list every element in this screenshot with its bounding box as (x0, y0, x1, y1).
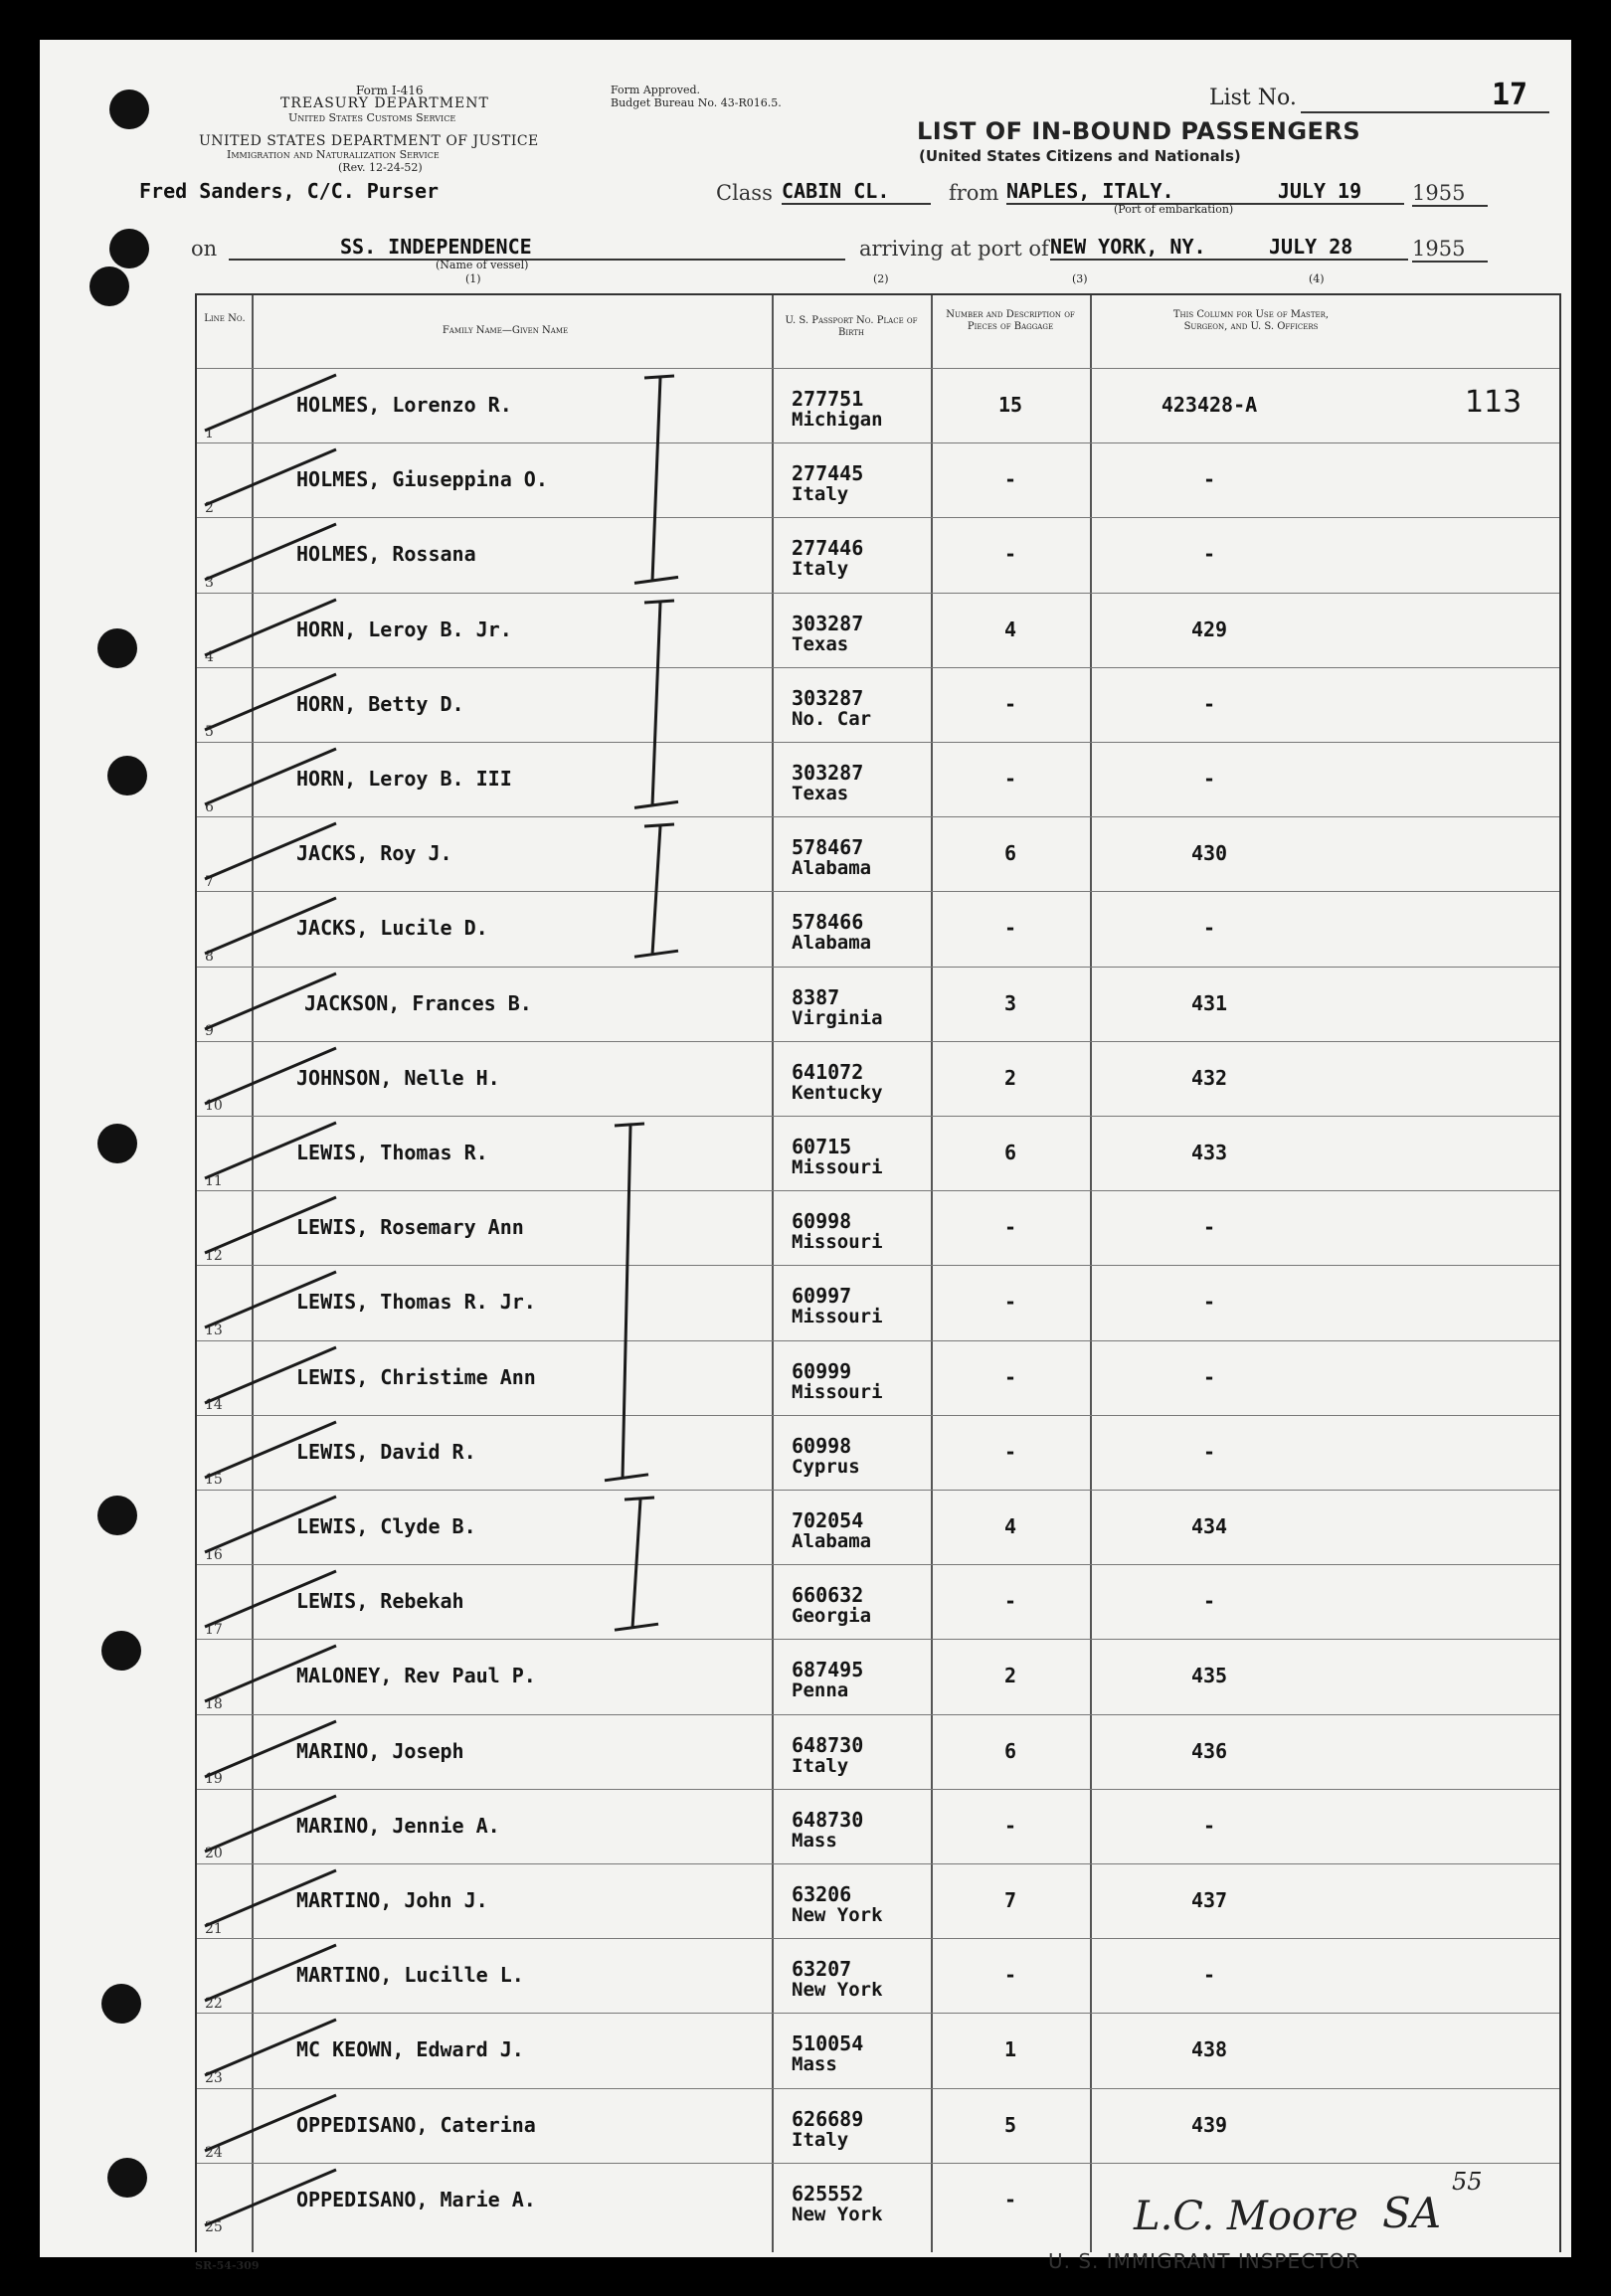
passport-number: 660632 (792, 1583, 864, 1608)
port-embarkation-note: (Port of embarkation) (1114, 203, 1234, 216)
passport-number: 687495 (792, 1658, 864, 1682)
passport-number: 625552 (792, 2181, 864, 2206)
line-number: 23 (205, 2069, 223, 2086)
baggage-count: - (1003, 1439, 1017, 1464)
passenger-name: HOLMES, Rossana (296, 542, 476, 567)
form-revision: (Rev. 12-24-52) (338, 161, 423, 174)
passenger-name: LEWIS, David R. (296, 1439, 476, 1464)
place-of-birth: No. Car (792, 707, 872, 730)
year-2: 1955 (1412, 237, 1488, 263)
passport-number: 648730 (792, 1732, 864, 1757)
officer-entry: - (1202, 1215, 1216, 1240)
vessel-name: SS. INDEPENDENCE (229, 235, 845, 261)
passport-number: 277751 (792, 387, 864, 411)
passport-number: 277445 (792, 461, 864, 486)
table-row (197, 2013, 1559, 2088)
passenger-name: MALONEY, Rev Paul P. (296, 1664, 536, 1688)
officer-entry: 438 (1190, 2037, 1228, 2062)
footer-code: SR-54-309 (195, 2259, 260, 2272)
form-approved: Form Approved. (611, 84, 701, 96)
col2-number: (2) (873, 272, 889, 285)
passport-number: 578466 (792, 910, 864, 935)
punch-hole (97, 628, 137, 668)
header-officers: This Column for Use of Master, Surgeon, and U. S. Officers (1172, 309, 1330, 332)
place-of-birth: Italy (792, 483, 849, 506)
passenger-name: MARTINO, John J. (296, 1888, 488, 1912)
table-row (197, 1714, 1559, 1790)
baggage-count: 7 (1003, 1888, 1017, 1912)
baggage-count: - (1003, 1963, 1017, 1988)
place-of-birth: New York (792, 1979, 883, 2002)
header-baggage: Number and Description of Pieces of Baggage (946, 309, 1075, 332)
table-row (197, 593, 1559, 668)
officer-entry: 423428-A (1161, 393, 1258, 417)
place-of-birth: Missouri (792, 1306, 883, 1328)
baggage-count: 3 (1003, 990, 1017, 1015)
arrival-port: NEW YORK, NY. (1050, 235, 1269, 261)
punch-hole (107, 756, 147, 795)
passenger-name: MARTINO, Lucille L. (296, 1963, 524, 1988)
officer-entry: - (1202, 691, 1216, 716)
line-number: 18 (205, 1695, 223, 1712)
table-row (197, 1564, 1559, 1640)
passenger-name: LEWIS, Christime Ann (296, 1364, 536, 1389)
passport-number: 510054 (792, 2031, 864, 2056)
place-of-birth: Mass (792, 2053, 837, 2076)
passenger-name: OPPEDISANO, Marie A. (296, 2187, 536, 2211)
passport-number: 63207 (792, 1957, 852, 1982)
punch-hole (101, 1631, 141, 1671)
line-number: 22 (205, 1995, 223, 2012)
officer-entry: - (1202, 542, 1216, 567)
family-bracket (615, 820, 714, 969)
list-no-line (1301, 111, 1549, 113)
year-1: 1955 (1412, 181, 1488, 207)
place-of-birth: Italy (792, 558, 849, 581)
baggage-count: - (1003, 467, 1017, 492)
place-of-birth: Missouri (792, 1231, 883, 1254)
page-title: LIST OF IN-BOUND PASSENGERS (917, 117, 1361, 145)
baggage-count: 5 (1003, 2112, 1017, 2137)
passenger-name: JACKS, Roy J. (296, 841, 452, 866)
line-number: 9 (205, 1023, 214, 1040)
table-row (197, 1639, 1559, 1714)
baggage-count: - (1003, 1589, 1017, 1614)
line-number: 2 (205, 499, 214, 516)
officer-entry: - (1202, 1813, 1216, 1838)
embarkation-date: JULY 19 (1235, 179, 1404, 205)
on-label: on (191, 237, 218, 261)
officer-entry: - (1202, 767, 1216, 791)
officer-entry: 434 (1190, 1514, 1228, 1538)
passenger-name: LEWIS, Rebekah (296, 1589, 464, 1614)
line-number: 24 (205, 2145, 223, 2162)
signature-number: 55 (1452, 2168, 1483, 2196)
line-number: 5 (205, 724, 214, 741)
passenger-name: JOHNSON, Nelle H. (296, 1065, 500, 1090)
arriving-label: arriving at port of (859, 237, 1049, 261)
passenger-name: HORN, Betty D. (296, 691, 464, 716)
header-name: Family Name—Given Name (442, 325, 569, 336)
list-number: 17 (1492, 78, 1528, 112)
family-bracket (615, 372, 714, 595)
line-number: 4 (205, 649, 214, 666)
table-row (197, 1490, 1559, 1565)
passenger-name: MARINO, Jennie A. (296, 1813, 500, 1838)
table-row (197, 1789, 1559, 1864)
place-of-birth: Missouri (792, 1380, 883, 1403)
form-number: Form I-416 (356, 84, 424, 97)
baggage-count: 6 (1003, 841, 1017, 866)
treasury-dept: TREASURY DEPARTMENT (280, 95, 489, 111)
place-of-birth: Italy (792, 1754, 849, 1777)
line-number: 21 (205, 1920, 223, 1937)
page-subtitle: (United States Citizens and Nationals) (919, 147, 1241, 165)
baggage-count: - (1003, 1813, 1017, 1838)
table-row (197, 816, 1559, 892)
officer-annotation: 113 (1465, 385, 1522, 420)
place-of-birth: Kentucky (792, 1081, 883, 1104)
table-row (197, 2088, 1559, 2164)
passport-number: 578467 (792, 835, 864, 860)
baggage-count: - (1003, 916, 1017, 941)
place-of-birth: Alabama (792, 857, 872, 880)
officer-entry: - (1202, 1364, 1216, 1389)
place-of-birth: Michigan (792, 409, 883, 431)
place-of-birth: Alabama (792, 932, 872, 955)
baggage-count: - (1003, 767, 1017, 791)
passport-number: 60998 (792, 1209, 852, 1234)
col1-number: (1) (465, 272, 481, 285)
passport-number: 60998 (792, 1433, 852, 1458)
passenger-name: JACKSON, Frances B. (304, 990, 532, 1015)
officer-entry: 430 (1190, 841, 1228, 866)
passenger-name: MC KEOWN, Edward J. (296, 2037, 524, 2062)
officer-entry: 436 (1190, 1738, 1228, 1763)
place-of-birth: Penna (792, 1679, 849, 1702)
line-number: 1 (205, 425, 214, 442)
officer-entry: 433 (1190, 1141, 1228, 1164)
passenger-name: OPPEDISANO, Caterina (296, 2112, 536, 2137)
passenger-name: HORN, Leroy B. Jr. (296, 617, 512, 641)
table-row (197, 517, 1559, 593)
passport-number: 60997 (792, 1284, 852, 1309)
baggage-count: 15 (997, 393, 1023, 417)
vessel-note: (Name of vessel) (436, 259, 529, 271)
passenger-name: JACKS, Lucile D. (296, 916, 488, 941)
baggage-count: - (1003, 1215, 1017, 1240)
passport-number: 641072 (792, 1059, 864, 1084)
col4-number: (4) (1309, 272, 1325, 285)
header-line-no: Line No. (204, 313, 246, 324)
baggage-count: 6 (1003, 1141, 1017, 1164)
officer-entry: 439 (1190, 2112, 1228, 2137)
baggage-count: 2 (1003, 1065, 1017, 1090)
table-row (197, 1041, 1559, 1117)
passport-number: 60999 (792, 1358, 852, 1383)
baggage-count: 2 (1003, 1664, 1017, 1688)
budget-bureau: Budget Bureau No. 43-R016.5. (611, 96, 782, 109)
place-of-birth: New York (792, 1904, 883, 1926)
place-of-birth: Georgia (792, 1605, 872, 1628)
purser-name: Fred Sanders, C/C. Purser (139, 179, 440, 203)
baggage-count: 6 (1003, 1738, 1017, 1763)
officer-entry: - (1202, 1963, 1216, 1988)
place-of-birth: Cyprus (792, 1455, 860, 1478)
passport-number: 303287 (792, 611, 864, 635)
passport-number: 303287 (792, 685, 864, 710)
baggage-count: - (1003, 1290, 1017, 1315)
col3-number: (3) (1072, 272, 1088, 285)
officer-entry: 432 (1190, 1065, 1228, 1090)
line-number: 3 (205, 574, 214, 591)
table-row (197, 1265, 1559, 1340)
line-number: 15 (205, 1472, 223, 1489)
passport-number: 60715 (792, 1135, 852, 1158)
table-row (197, 368, 1559, 443)
ins-service: Immigration and Naturalization Service (227, 148, 440, 161)
place-of-birth: Italy (792, 2128, 849, 2151)
justice-dept: UNITED STATES DEPARTMENT OF JUSTICE (199, 133, 539, 149)
passenger-table (195, 293, 1561, 2252)
customs-service: United States Customs Service (288, 111, 456, 124)
officer-entry: - (1202, 916, 1216, 941)
table-row (197, 1116, 1559, 1191)
class-label: Class (716, 181, 773, 205)
place-of-birth: Mass (792, 1829, 837, 1852)
passenger-name: MARINO, Joseph (296, 1738, 464, 1763)
embarkation-port: NAPLES, ITALY. (1006, 179, 1235, 205)
passport-number: 303287 (792, 761, 864, 785)
passport-number: 63206 (792, 1882, 852, 1906)
place-of-birth: New York (792, 2203, 883, 2225)
table-row (197, 967, 1559, 1042)
table-row (197, 1190, 1559, 1266)
passport-number: 8387 (792, 984, 840, 1009)
officer-entry: 429 (1190, 617, 1228, 641)
manifest-page (40, 40, 1571, 2273)
punch-hole (97, 1496, 137, 1535)
line-number: 12 (205, 1247, 223, 1264)
passenger-name: LEWIS, Clyde B. (296, 1514, 476, 1538)
passport-number: 702054 (792, 1508, 864, 1532)
table-row (197, 891, 1559, 967)
passport-number: 277446 (792, 536, 864, 561)
class-value: CABIN CL. (782, 179, 931, 205)
line-number: 8 (205, 948, 214, 965)
list-no-label: List No. (1209, 86, 1297, 110)
table-row (197, 1938, 1559, 2014)
punch-hole (90, 266, 129, 306)
line-number: 20 (205, 1846, 223, 1862)
family-bracket (595, 1494, 694, 1642)
line-number: 6 (205, 798, 214, 815)
passenger-name: LEWIS, Thomas R. Jr. (296, 1290, 536, 1315)
header-passport: U. S. Passport No. Place of Birth (785, 315, 918, 338)
place-of-birth: Texas (792, 632, 849, 655)
line-number: 17 (205, 1621, 223, 1638)
passenger-name: LEWIS, Rosemary Ann (296, 1215, 524, 1240)
table-row (197, 1863, 1559, 1939)
passport-number: 648730 (792, 1807, 864, 1832)
punch-hole (101, 1984, 141, 2024)
punch-hole (97, 1124, 137, 1163)
inspector-label: U. S. IMMIGRANT INSPECTOR (1048, 2249, 1360, 2273)
line-number: 13 (205, 1322, 223, 1338)
place-of-birth: Texas (792, 783, 849, 804)
table-row (197, 742, 1559, 817)
baggage-count: - (1003, 1364, 1017, 1389)
officer-entry: - (1202, 1439, 1216, 1464)
baggage-count: 4 (1003, 617, 1017, 641)
punch-hole (109, 229, 149, 268)
arrival-date: JULY 28 (1269, 235, 1408, 261)
baggage-count: - (1003, 542, 1017, 567)
passport-number: 626689 (792, 2106, 864, 2131)
table-row (197, 442, 1559, 518)
family-bracket (585, 1120, 684, 1493)
line-number: 14 (205, 1397, 223, 1414)
passenger-name: LEWIS, Thomas R. (296, 1141, 488, 1164)
table-row (197, 667, 1559, 743)
line-number: 11 (205, 1172, 223, 1189)
passenger-name: HOLMES, Lorenzo R. (296, 393, 512, 417)
officer-entry: 431 (1190, 990, 1228, 1015)
officer-entry: - (1202, 1290, 1216, 1315)
family-bracket (615, 597, 714, 819)
line-number: 7 (205, 873, 214, 890)
line-number: 10 (205, 1098, 223, 1115)
place-of-birth: Alabama (792, 1530, 872, 1552)
inspector-signature (1084, 2168, 1541, 2257)
punch-hole (109, 89, 149, 129)
line-number: 19 (205, 1771, 223, 1788)
place-of-birth: Missouri (792, 1156, 883, 1178)
from-label: from (949, 181, 999, 205)
officer-entry: 437 (1190, 1888, 1228, 1912)
passenger-name: HOLMES, Giuseppina O. (296, 467, 548, 492)
signature-name: L.C. Moore (1134, 2194, 1358, 2239)
place-of-birth: Virginia (792, 1006, 883, 1029)
line-number: 16 (205, 1546, 223, 1563)
signature-initials: SA (1382, 2189, 1442, 2237)
baggage-count: 4 (1003, 1514, 1017, 1538)
officer-entry: 435 (1190, 1664, 1228, 1688)
baggage-count: - (1003, 691, 1017, 716)
line-number: 25 (205, 2219, 223, 2236)
officer-entry: - (1202, 1589, 1216, 1614)
officer-entry: - (1202, 467, 1216, 492)
table-row (197, 1340, 1559, 1416)
table-row (197, 1415, 1559, 1491)
passenger-name: HORN, Leroy B. III (296, 767, 512, 791)
baggage-count: - (1003, 2187, 1017, 2211)
baggage-count: 1 (1003, 2037, 1017, 2062)
punch-hole (107, 2158, 147, 2198)
